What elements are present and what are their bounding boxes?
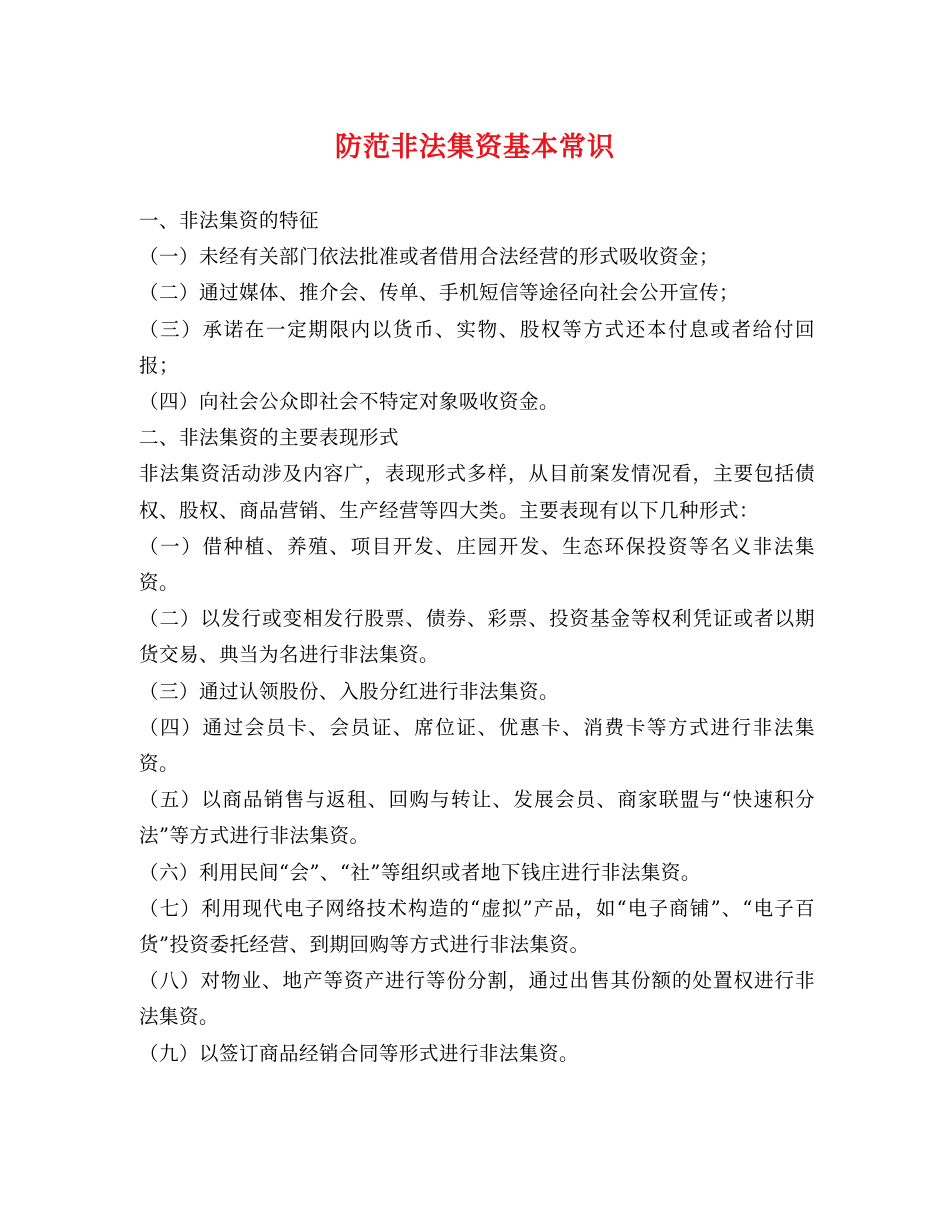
form-item-2: （二）以发行或变相发行股票、债券、彩票、投资基金等权利凭证或者以期货交易、典当为名进行非法集资。	[139, 607, 815, 667]
form-item-7: （七）利用现代电子网络技术构造的“虚拟”产品，如“电子商铺”、“电子百货”投资委托经营、到期回购等方式进行非法集资。	[139, 896, 815, 957]
feature-item-3: （三）承诺在一定期限内以货币、实物、股权等方式还本付息或者给付回报；	[139, 317, 815, 377]
form-item-6: （六）利用民间“会”、“社”等组织或者地下钱庄进行非法集资。	[139, 860, 701, 884]
form-item-5: （五）以商品销售与返租、回购与转让、发展会员、商家联盟与“快速积分法”等方式进行非法集资。	[139, 788, 815, 848]
form-item-9: （九）以签订商品经销合同等形式进行非法集资。	[139, 1041, 580, 1065]
feature-item-2: （二）通过媒体、推介会、传单、手机短信等途径向社会公开宣传；	[139, 281, 740, 305]
document-body	[139, 203, 815, 1072]
section-heading-2: 二、非法集资的主要表现形式	[139, 426, 400, 450]
intro-paragraph: 非法集资活动涉及内容广，表现形式多样，从目前案发情况看，主要包括债权、股权、商品营销、生产经营等四大类。主要表现有以下几种形式：	[139, 462, 815, 522]
form-item-4: （四）通过会员卡、会员证、席位证、优惠卡、消费卡等方式进行非法集资。	[139, 715, 815, 776]
form-item-1: （一）借种植、养殖、项目开发、庄园开发、生态环保投资等名义非法集资。	[139, 534, 815, 595]
feature-item-1: （一）未经有关部门依法批准或者借用合法经营的形式吸收资金；	[139, 245, 720, 269]
form-item-8: （八）对物业、地产等资产进行等份分割，通过出售其份额的处置权进行非法集资。	[139, 969, 815, 1029]
feature-item-4: （四）向社会公众即社会不特定对象吸收资金。	[139, 390, 560, 414]
form-item-3: （三）通过认领股份、入股分红进行非法集资。	[139, 679, 560, 703]
section-heading-1: 一、非法集资的特征	[139, 209, 320, 232]
document-title: 防范非法集资基本常识	[335, 132, 615, 163]
